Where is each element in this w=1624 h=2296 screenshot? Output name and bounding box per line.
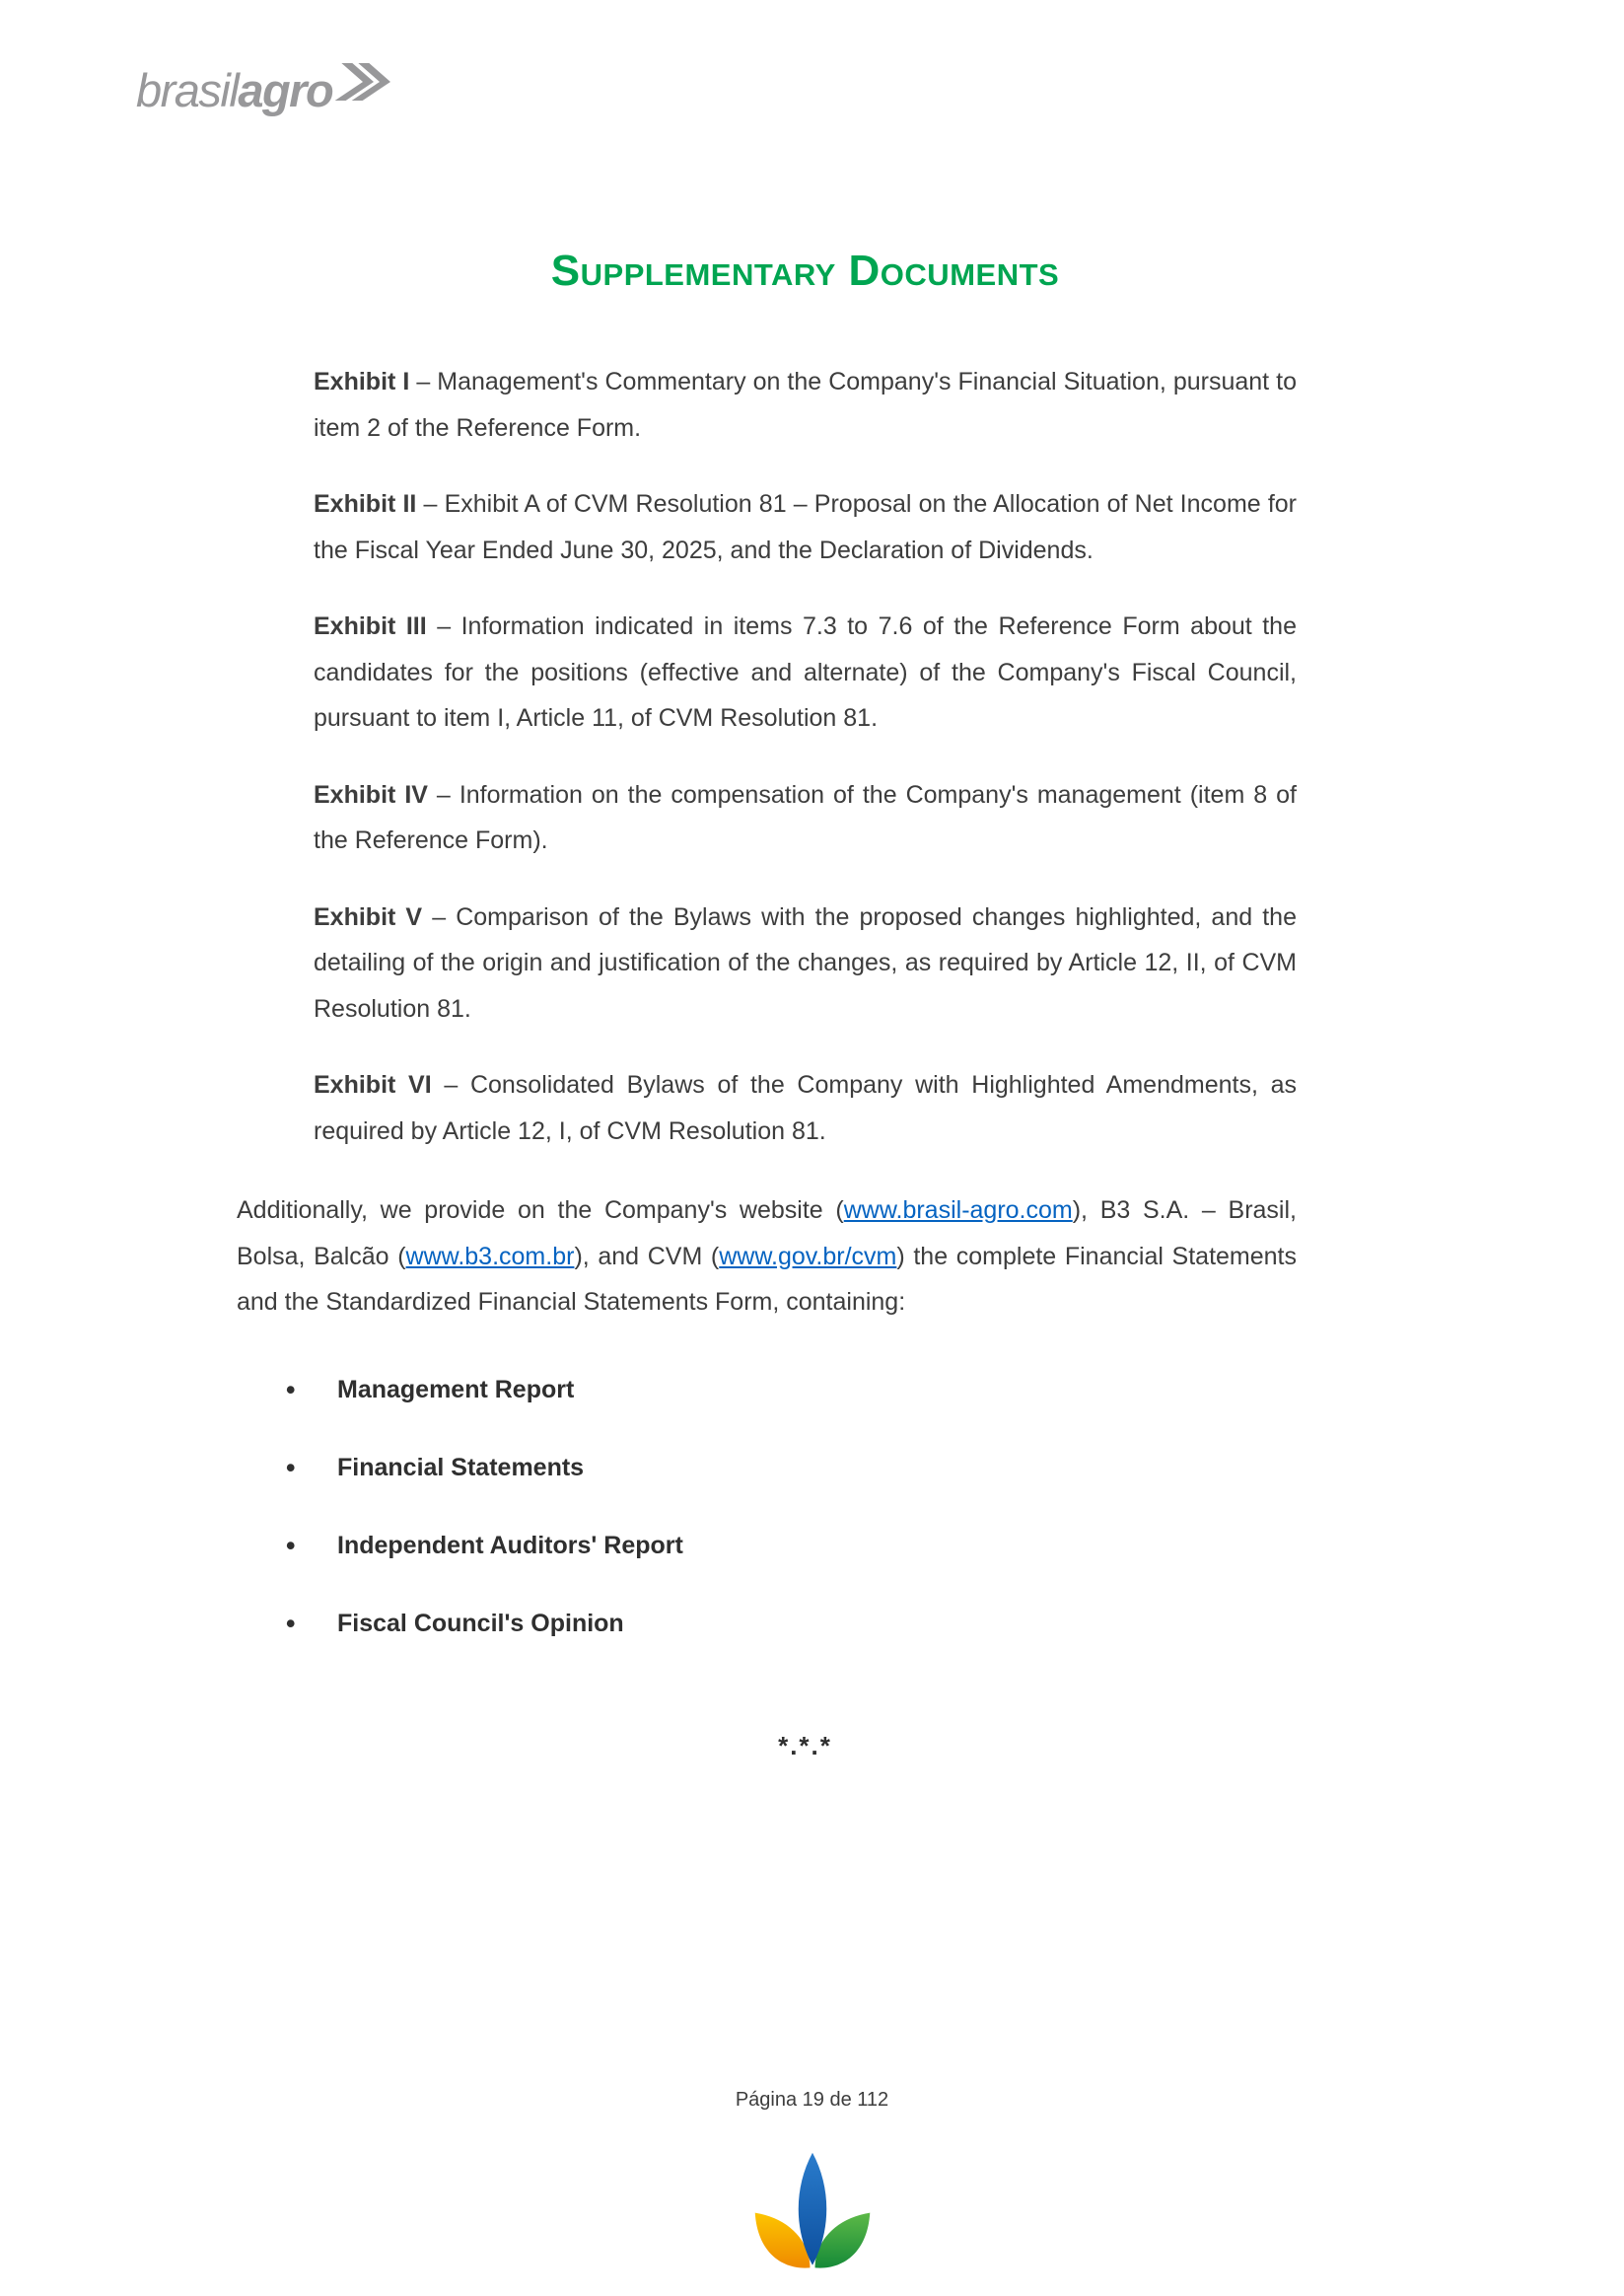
link-cvm-website[interactable]: www.gov.br/cvm xyxy=(719,1242,897,1270)
exhibit-2-text: – Exhibit A of CVM Resolution 81 – Proposal on the Allocation of Net Income for the Fiscal Year Ended June 30, 2025, and the Declaration of Dividends. xyxy=(314,490,1297,564)
additional-text-4: ) the complete Financial Statements and the Standardized Financial Statements Form, containing: xyxy=(237,1242,1297,1316)
exhibit-5-label: Exhibit V xyxy=(314,902,423,931)
contents-list xyxy=(237,1367,1297,1646)
page-title: Supplementary Documents xyxy=(550,247,1060,295)
exhibit-4-paragraph xyxy=(314,772,1297,864)
additional-text-1: Additionally, we provide on the Company's website ( xyxy=(237,1196,844,1224)
exhibit-3-label: Exhibit III xyxy=(314,612,427,640)
exhibit-2-label: Exhibit II xyxy=(314,490,417,518)
end-of-section-marker: *.*.* xyxy=(778,1730,832,1760)
exhibit-1-text: – Management's Commentary on the Company's Financial Situation, pursuant to item 2 of the Reference Form. xyxy=(314,368,1297,442)
exhibit-3-text: – Information indicated in items 7.3 to 7.6 of the Reference Form about the candidates for the positions (effective and alternate) of the Company's Fiscal Council, pursuant to item I, Article 11, of CVM Resolution 81. xyxy=(314,612,1297,732)
exhibit-6-text: – Consolidated Bylaws of the Company with Highlighted Amendments, as required by Article 12, I, of CVM Resolution 81. xyxy=(314,1071,1297,1145)
list-item-auditors-report xyxy=(237,1523,1297,1568)
additional-text-2: ), B3 S.A. – Brasil, Bolsa, Balcão ( xyxy=(237,1196,1297,1270)
exhibit-6-paragraph xyxy=(314,1062,1297,1154)
link-b3-website[interactable]: www.b3.com.br xyxy=(405,1242,575,1270)
exhibit-2-paragraph xyxy=(314,481,1297,573)
exhibit-5-paragraph xyxy=(314,895,1297,1033)
exhibit-5-text: – Comparison of the Bylaws with the proposed changes highlighted, and the detailing of the origin and justification of the changes, as required by Article 12, II, of CVM Resolution 81. xyxy=(314,902,1297,1023)
list-item-label: Financial Statements xyxy=(337,1453,585,1481)
page-number: Página 19 de 112 xyxy=(735,2089,889,2111)
list-item-management-report xyxy=(237,1367,1297,1412)
list-item-fiscal-council-opinion xyxy=(237,1601,1297,1646)
brand-name-light: brasil xyxy=(136,64,239,116)
exhibit-6-label: Exhibit VI xyxy=(314,1071,432,1099)
exhibit-4-label: Exhibit IV xyxy=(314,780,428,809)
list-item-financial-statements xyxy=(237,1445,1297,1490)
brand-name-bold: agro xyxy=(238,64,333,116)
list-item-label: Independent Auditors' Report xyxy=(337,1531,683,1559)
list-item-label: Management Report xyxy=(337,1375,575,1403)
brasilagro-leaf-icon xyxy=(738,2150,887,2296)
link-brasil-agro-website[interactable]: www.brasil-agro.com xyxy=(843,1196,1073,1224)
list-item-label: Fiscal Council's Opinion xyxy=(337,1609,624,1637)
document-body xyxy=(237,0,1297,1761)
exhibit-1-paragraph xyxy=(314,359,1297,451)
exhibit-4-text: – Information on the compensation of the Company's management (item 8 of the Reference Form). xyxy=(314,780,1297,854)
additional-text-3: ), and CVM ( xyxy=(574,1242,720,1270)
additional-paragraph xyxy=(237,1187,1297,1326)
exhibit-1-label: Exhibit I xyxy=(314,368,410,395)
exhibit-3-paragraph xyxy=(314,604,1297,742)
